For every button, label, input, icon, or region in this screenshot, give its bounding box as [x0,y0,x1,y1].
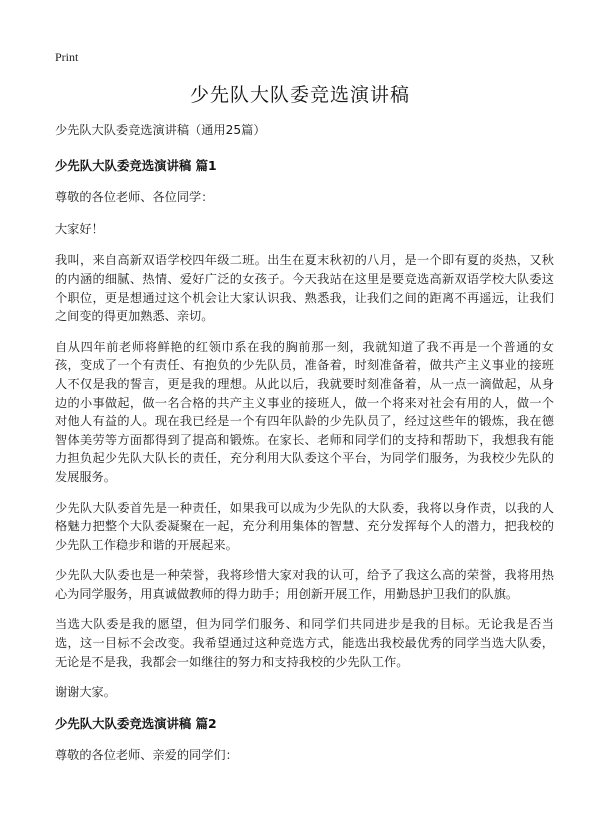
section-1-greeting: 尊敬的各位老师、各位同学： [55,190,214,205]
section-1-paragraph: 少先队大队委也是一种荣誉，我将珍惜大家对我的认可，给予了我这么高的荣誉，我将用热心为同学服务，用真诚做教师的得力助手；用创新开展工作，用勤恳护卫我们的队旗。 [55,568,554,601]
print-label[interactable]: Print [55,50,79,64]
section-1-paragraph: 当选大队委是我的愿望，但为同学们服务、和同学们共同进步是我的目标。无论我是否当选，这一目标不会改变。我希望通过这种竞选方式，能选出我校最优秀的同学当选大队委，无论是不是我，我都会一如继往的努力和支持我校的少先队工作。 [55,617,554,669]
section-1-paragraph: 自从四年前老师将鲜艳的红领巾系在我的胸前那一刻，我就知道了我不再是一个普通的女孩，变成了一个有责任、有抱负的少先队员，准备着，时刻准备着，做共产主义事业的接班人不仅是我的誓言，更是我的理想。从此以后，我就要时刻准备着，从一点一滴做起，从身边的小事做起，做一名合格的共产主义事业的接班人，做一个将来对社会有用的人，做一个对他人有益的人。现在我已经是一个有四年队龄的少先队员了，经过这些年的锻炼，我在德智体美劳等方面都得到了提高和锻炼。在家长、老师和同学们的支持和帮助下，我想我有能力担负起少先队大队长的责任，充分利用大队委这个平台，为同学们服务，为我校少先队的发展服务。 [55,339,554,484]
section-1-paragraph: 我叫，来自高新双语学校四年级二班。出生在夏末秋初的八月，是一个即有夏的炎热，又秋的内涵的细腻、热情、爱好广泛的女孩子。今天我站在这里是要竞选高新双语学校大队委这个职位，更是想通过这个机会让大家认识我、熟悉我，让我们之间的距离不再遥远，让我们之间变的得更加熟悉、亲切。 [55,253,554,324]
section-heading-1: 少先队大队委竞选演讲稿 篇1 [55,157,217,173]
document-body [55,121,554,778]
section-1-closing: 谢谢大家。 [55,685,116,700]
page-title: 少先队大队委竞选演讲稿 [189,84,410,106]
section-2-greeting: 尊敬的各位老师、亲爱的同学们： [55,748,238,763]
section-1-salutation: 大家好！ [55,221,104,236]
section-heading-2: 少先队大队委竞选演讲稿 篇2 [55,715,217,731]
section-1-paragraph: 少先队大队委首先是一种责任，如果我可以成为少先队的大队委，我将以身作责，以我的人格魅力把整个大队委凝聚在一起，充分利用集体的智慧、充分发挥每个人的潜力，把我校的少先队工作稳步和谐的开展起来。 [55,500,554,552]
document-subtitle: 少先队大队委竞选演讲稿（通用25篇） [55,123,266,137]
